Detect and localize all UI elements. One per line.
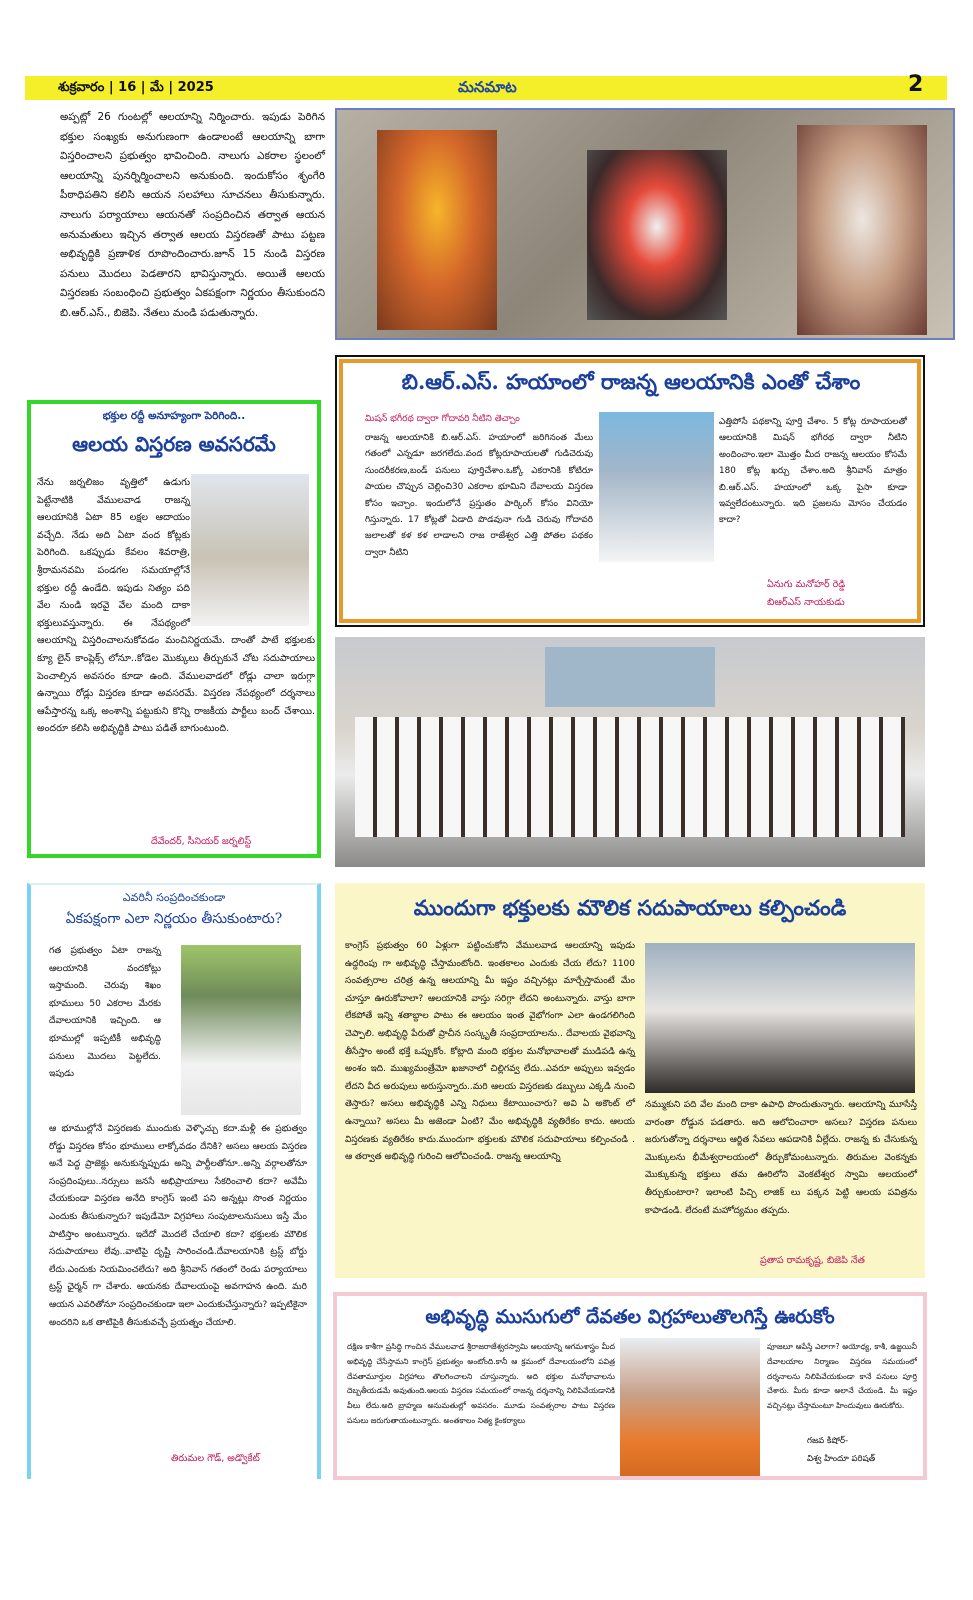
brs-lead: మిషన్ భగీరథ ద్వారా గోదావరి నీటిని తెచ్చాం bbox=[365, 414, 520, 424]
journalist-opinion-box bbox=[27, 400, 321, 858]
portrait-float-spacer bbox=[190, 474, 315, 630]
vhp-leader-portrait bbox=[620, 1338, 760, 1476]
brs-text-left: రాజన్న ఆలయానికి బి.ఆర్.ఎస్. హయాంలో జరిగినంత మేలు గతంలో ఎన్నడూ జరగలేదు.వంద కోట్లరూపాయలతో గుడిచెరువు సుందరీకరణ,బండ్ పనులు పూర్తిచేశాం.ఒక్కో ఎకరానికి కోటిరూ పాయల చొప్పున చెల్లించి30 ఎకరాల భూమిని దేవాలయ విస్తరణ కోసం ఇచ్చాం. ఇందులోనే ప్రస్తుతం పార్కింగ్ కోసం వినియో గిస్తున్నారు. 17 కోట్లతో ఏడాది పొడవునా గుడి చెరువు గోదావరి జలాలతో కళ కళ లాడాలని రాజ రాజేశ్వర ఎత్తి పోతల పథకం ద్వారా నీటిని bbox=[365, 433, 593, 558]
vhp-text-left: దక్షిణ కాశీగా ప్రసిద్ధి గాంచిన వేములవాడ శ్రీరాజరాజేశ్వరస్వామి ఆలయాన్ని ఆగమశాస్త్రం మీద అభివృద్ధి చేసేస్తామని కాంగ్రెస్ ప్రభుత్వం అంటోంది.కానీ ఆ క్రమంలో దేవాలయంలోని పవిత్ర దేవతామూర్తుల విగ్రహాలు తొలగించాలని చూస్తున్నారు. అది భక్తుల మనోభావాలను దెబ్బతీయడమే అవుతుంది.ఆలయ విస్తరణ సమయంలో రాజన్న దర్శనాన్ని నిలిపివేయడానికి వీలు లేదు.అది బ్రాహ్మణ అనుమతుల్లో అవసరం. మూడు సంవత్సరాల పాటు విస్తరణ పనులు జరుగుతాయంటున్నారు. అంతకాలం నిత్య కైంకర్యాలు bbox=[347, 1342, 615, 1425]
page-number: 2 bbox=[908, 72, 924, 97]
advocate-headline: ఏకపక్షంగా ఎలా నిర్ణయం తీసుకుంటారు? bbox=[65, 911, 283, 927]
bjp-byline: ప్రతాప రామకృష్ణ, బిజెపి నేత bbox=[760, 1255, 865, 1266]
bjp-press-photo bbox=[645, 943, 915, 1093]
journalist-byline: దేవేందర్, సీనియర్ జర్నలిస్ట్ bbox=[151, 836, 252, 847]
bjp-text-right: నమ్ముకుని పది వేల మంది దాకా ఉపాధి పొందుతున్నారు. ఆలయాన్ని మూసేస్తే వారంతా రోడ్డున పడతారు. అది ఆలోచించారా అసలు? విస్తరణ పనులు జరుగుతోన్నా దర్శనాలు ఆర్జిత సేవలు ఆపడానికి వీల్లేదు. రాజన్న కు చేసుకున్న మొక్కులను భీమేశ్వరాలయంలో తీర్చుకోమంటున్నారు. తిరుమల వెంకన్నకు మొక్కుకున్న భక్తులు తమ ఊరిలోని వెంకటేశ్వర స్వామి ఆలయంలో తీర్చుకుంటారా? ఇలాంటి పిచ్చి లాజిక్ లు పక్కన పెట్టి ఆలయ పవిత్రను కాపాడండి. లేదంటే మహోద్యమం తప్పదు. bbox=[645, 1100, 917, 1216]
vhp-headline: అభివృద్ధి ముసుగులో దేవతల విగ్రహాలుతొలగిస్తే ఊరుకోం bbox=[425, 1306, 835, 1328]
vhp-opinion-box bbox=[333, 1292, 927, 1480]
crowd-image bbox=[355, 717, 905, 837]
advocate-kicker: ఎవరినీ సంప్రదించకుండా bbox=[122, 891, 226, 904]
brs-byline-role: బిఆర్ఎస్ నాయకుడు bbox=[767, 597, 845, 608]
deity-center-image bbox=[587, 150, 727, 320]
deity-right-image bbox=[797, 125, 927, 335]
brs-leader-portrait bbox=[599, 412, 714, 562]
vhp-byline-role: విశ్వ హిందూ పరిషత్ bbox=[807, 1454, 876, 1464]
advocate-text-top: గత ప్రభుత్వం ఏటా రాజన్న ఆలయానికి వందకోట్లు ఇస్తామంది. చెరువు శిఖం భూములు 50 ఎకరాల మేరకు దేవాలయానికి ఇచ్చింది. ఆ భూముల్లో ఇప్పటికీ అభివృద్ధి పనులు మొదలు పెట్టలేదు. ఇపుడు bbox=[49, 946, 161, 1080]
bjp-opinion-box bbox=[335, 883, 925, 1278]
brs-text-right: ఎత్తిపోసే పథకాన్ని పూర్తి చేశాం. 5 కోట్ల రూపాయలతో ఆలయానికి మిషన్ భగీరథ ద్వారా నీటిని అందించాం.ఇలా మొత్తం మీద రాజన్న ఆలయం కోసమే 180 కోట్ల ఖర్చు చేశాం.అది శ్రీనివాస్ మాత్రం బి.ఆర్.ఎస్. హయాంలో ఒక్క పైసా కూడా ఇవ్వలేదంటున్నారు. ఇది ప్రజలను మోసం చేయడం కాదా? bbox=[719, 417, 907, 526]
deity-left-image bbox=[377, 130, 497, 330]
bjp-headline: ముందుగా భక్తులకు మౌలిక సదుపాయాలు కల్పించండి bbox=[413, 895, 847, 920]
temple-deities-photo bbox=[335, 108, 955, 340]
vhp-text-right: పూజలూ ఆపేస్తే ఎలాగా? అయోధ్య, కాశీ, ఉజ్జయినీ దేవాలయాల నిర్మాణం విస్తరణ సమయంలో దర్శనాలను నిలిపివేయకుండా కానే పనులు పూర్తి చేశారు. మీరు కూడా అలానే చేయండి. మీ ఇష్టం వచ్చినట్లు చేస్తామంటూ హిందువులు ఊరుకోరు. bbox=[767, 1342, 917, 1411]
box-kicker: భక్తుల రద్దీ అనూహ్యంగా పెరిగింది.. bbox=[102, 410, 246, 422]
advocate-text: ఆ భూముల్లోనే విస్తరణకు ముందుకు వెళ్ళొచ్చు కదా.మళ్లీ ఈ ప్రభుత్వం రోడ్డు విస్తరణ కోసం భూములు లాక్కోవడం దేనికి? అసలు ఆలయ విస్తరణ అనే పెద్ద ప్రాజెక్టు అనుకున్నప్పుడు అన్ని పార్టీలతోనూ..అన్ని వర్గాలతోనూ సంప్రదింపులు..నర్సులు జనసే అభిప్రాయాలు సేకరించాలి కదా? అవేమీ చేయకుండా విస్తరణ అనేది కాంగ్రెస్ ఇంటి పని అన్నట్లు సొంత నిర్ణయం ఎందుకు తీసుకున్నారు? ఇపుడేమో విగ్రహాలు సంపుటాలనుసులు ఇస్తే మేం పాటిస్తాం అంటున్నారు. ఇదేదో మొదలే చేయాలి కదా? భక్తులకు మౌలిక సదుపాయాలు లేవు..వాటిపై దృష్టి సారించండి.దేవాలయానికి ట్రస్ట్ బోర్డు లేదు.ఎందుకు నియమించలేదు? అది శ్రీనివాస్ గతంలో రెండు పర్యాయాలు ట్రస్ట్ ఛైర్మన్ గా చేశారు. ఆయనకు దేవాలయంపై అవగాహన ఉంది. మరి ఆయన ఎవరితోనూ సంప్రదించకుండా ఇలా ఎందుకుచేస్తున్నారు? ఇప్పటికైనా అందరిని ఒక తాటిపైకి తీసుకువచ్చే ప్రయత్నం చేయాలి. bbox=[49, 1124, 307, 1328]
bjp-text-left: కాంగ్రెస్ ప్రభుత్వం 60 ఏళ్లుగా పట్టించుకోని వేములవాడ ఆలయాన్ని ఇపుడు ఉద్దరింపు గా అభివృద్ధి చేస్తామంటోంది. ఇంతకాలం ఎందుకు చేయ లేదు? 1100 సంవత్సరాల చరిత్ర ఉన్న ఆలయాన్ని మీ ఇష్టం వచ్చినట్లు మార్చేస్తామంటే మేం చూస్తూ ఊరుకోవాలా? ఆలయానికి వాస్తు సరిగ్గా లేదని అంటున్నారు. వాస్తు బాగా లేకపోతే ఇన్ని శతాబ్దాల పాటు ఈ ఆలయం ఇంత వైభోగంగా ఎలా ఉండగలిగింది చెప్పాలి. అభివృద్ధి పేరుతో ప్రాచీన సంస్కృతీ సంప్రదాయాలను.. దేవాలయ వైభవాన్ని తీసేస్తాం అంటే భక్తే ఒప్పుకోం. కోట్లాది మంది భక్తుల మనోభావాలతో ముడిపడి ఉన్న అంశం ఇది. ముఖ్యమంత్రేమో ఖజానాలో చిల్లిగవ్వ లేదు..ఎవరూ అప్పులు ఇవ్వడం లేదని వీద అరుపులు అరుస్తున్నారు..మరి ఆలయ విస్తరణకు డబ్బులు ఎక్కడి నుంచి తెస్తారు? అసలు అభివృద్ధికి ఎన్ని నిధులు కేటాయించారు? అవి ఏ అకౌంట్ లో ఉన్నాయి? అసలు మీ అజెండా ఏంటి? మేం అభివృద్ధికి వ్యతిరేకం కాదు. ఆలయ విస్తరణకు వ్యతిరేకం కాదు.ముందుగా భక్తులకు మౌలిక సదుపాయాలు కల్పించండి . ఆ తర్వాత అభివృద్ధి గురించి ఆలోచించండి. రాజన్న ఆలయాన్ని bbox=[345, 941, 635, 1163]
issue-date: శుక్రవారం | 16 | మే | 2025 bbox=[58, 80, 214, 95]
paper-name: మనమాట bbox=[458, 78, 517, 96]
intro-article: అప్పట్లో 26 గుంటల్లో ఆలయాన్ని నిర్మించారు. ఇపుడు పెరిగిన భక్తుల సంఖ్యకు అనుగుణంగా ఉండాలంటే ఆలయాన్ని బాగా విస్తరించాలని ప్రభుత్వం భావించింది. నాలుగు ఎకరాల స్థలంలో ఆలయాన్ని పునర్నిర్మించాలని అనుకుంది. ఇందుకోసం శృంగేరి పీఠాధిపతిని కలిసి ఆయన సలహాలు సూచనలు తీసుకున్నారు. నాలుగు పర్యాయాలు ఆయనతో సంప్రదించిన తర్వాత ఆయన అనుమతులు ఇచ్చిన తర్వాత ఆలయ విస్తరణతో పాటు పట్టణ అభివృద్ధికి ప్రణాళిక రూపొందించారు.జూన్ 15 నుండి విస్తరణ పనులు మొదలు పెడతారని భావిస్తున్నారు. అయితే ఆలయ విస్తరణకు సంబంధించి ప్రభుత్వం ఏకపక్షంగా నిర్ణయం తీసుకుందని బి.ఆర్.ఎస్., బిజెపి. నేతలు మండి పడుతున్నారు. bbox=[60, 111, 329, 319]
brs-byline-name: ఏనుగు మనోహర్ రెడ్డి bbox=[767, 579, 846, 590]
temple-gate-image bbox=[545, 647, 715, 707]
group-protest-photo bbox=[335, 637, 925, 867]
brs-headline: బి.ఆర్.ఎస్. హయాంలో రాజన్న ఆలయానికి ఎంతో చేశాం bbox=[401, 369, 861, 394]
box-headline: ఆలయ విస్తరణ అవసరమే bbox=[72, 432, 276, 456]
brs-opinion-box bbox=[335, 355, 925, 627]
vhp-byline-name: గజవ కిషోర్- bbox=[807, 1436, 849, 1446]
journalist-article-text bbox=[37, 474, 315, 834]
advocate-portrait bbox=[181, 945, 301, 1115]
advocate-byline: తిరుమల గౌడ్, అడ్వొకేట్ bbox=[171, 1453, 260, 1464]
journalist-article-body: నేను జర్నలిజం వృత్తిలో ఉడుగు పెట్టేనాటికి వేములవాడ రాజన్న ఆలయానికి ఏటా 85 లక్షల ఆదాయం వచ్చేది. నేడు అది ఏటా వంద కోట్లకు పెరిగింది. ఒకప్పుడు కేవలం శివరాత్రి, శ్రీరామనవమి పండగల సమయాల్లోనే భక్తుల రద్దీ ఉండేది. ఇపుడు నిత్యం పది వేల నుండి ఇరవై వేల మంది దాకా భక్తులువస్తున్నారు. ఈ నేపథ్యంలో ఆలయాన్ని విస్తరించాలనుకోవడం మంచినిర్ణయమే. దాంతో పాటే భక్తులకు క్యూ లైన్ కాంప్లెక్స్ లోనూ..కోడెల మొక్కులు తీర్చుకునే చోట సదుపాయాలు పెంచాల్సిన అవసరం కూడా ఉంది. వేములవాడలో రోడ్లు చాలా ఇరుగ్గా ఉన్నాయి రోడ్లు విస్తరణ కూడా అవసరమే. విస్తరణ నేపథ్యంలో దర్శనాలు ఆపేస్తారన్న ఒక్క అంశాన్ని పట్టుకుని కొన్ని రాజకీయ పార్టీలు బంద్ చేశాయి. అందరూ కలిసి అభివృద్ధికి పాటు పడితే బాగుంటుంది. bbox=[37, 477, 315, 735]
advocate-opinion-box bbox=[27, 883, 321, 1479]
